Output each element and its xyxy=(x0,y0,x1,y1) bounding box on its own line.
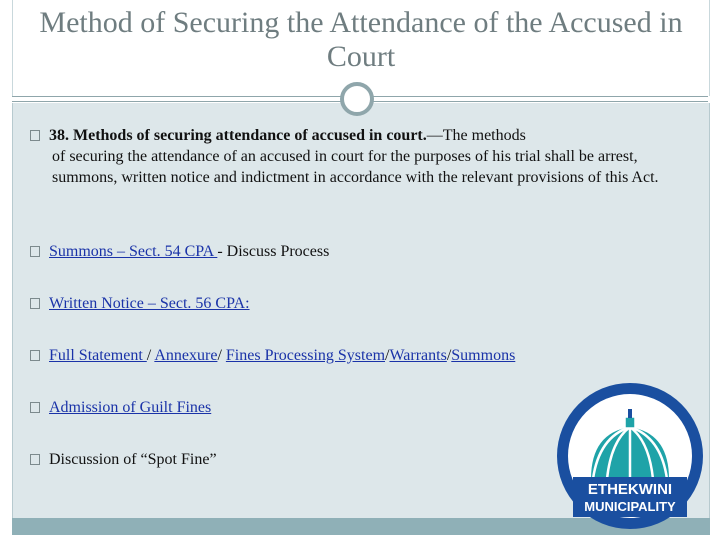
separator: / xyxy=(385,347,390,364)
summons-link[interactable]: Summons – Sect. 54 CPA xyxy=(49,243,218,260)
ethekwini-logo xyxy=(555,381,705,531)
bullet-box-icon xyxy=(30,350,40,361)
summons-note: - Discuss Process xyxy=(217,243,330,260)
section-body: of securing the attendance of an accused in court for the purposes of his trial shall be arrest, summons, written notice and indictment in accordance with the relevant provisions of this Act. xyxy=(52,148,659,186)
bullet-documents xyxy=(30,345,690,366)
warrants-link[interactable]: Warrants xyxy=(389,347,447,364)
separator: / xyxy=(217,347,226,364)
bullet-box-icon xyxy=(30,298,40,309)
logo-line2: MUNICIPALITY xyxy=(584,499,676,514)
written-notice-link[interactable]: Written Notice – Sect. 56 CPA: xyxy=(49,295,250,312)
bullet-written-notice xyxy=(30,293,690,314)
fines-processing-system-link[interactable]: Fines Processing System xyxy=(225,347,386,364)
circle-ornament xyxy=(340,82,374,116)
bullet-section-38 xyxy=(30,125,690,188)
spot-fine-text: Discussion of “Spot Fine” xyxy=(49,451,217,468)
separator: / xyxy=(446,347,452,364)
summons-doc-link[interactable]: Summons xyxy=(451,347,516,364)
slide-title: Method of Securing the Attendance of the Accused in Court xyxy=(39,6,683,73)
admission-of-guilt-link[interactable]: Admission of Guilt Fines xyxy=(49,399,212,416)
section-heading: 38. Methods of securing attendance of accused in court. xyxy=(49,127,427,144)
logo-line1: ETHEKWINI xyxy=(587,481,673,498)
bullet-box-icon xyxy=(30,402,40,413)
annexure-link[interactable]: Annexure xyxy=(154,347,218,364)
bullet-box-icon xyxy=(30,454,40,465)
bullet-summons xyxy=(30,241,690,262)
bullet-box-icon xyxy=(30,246,40,257)
separator: / xyxy=(146,347,155,364)
section-intro: —The methods xyxy=(426,127,526,144)
bullet-box-icon xyxy=(30,130,40,141)
full-statement-link[interactable]: Full Statement xyxy=(49,347,147,364)
